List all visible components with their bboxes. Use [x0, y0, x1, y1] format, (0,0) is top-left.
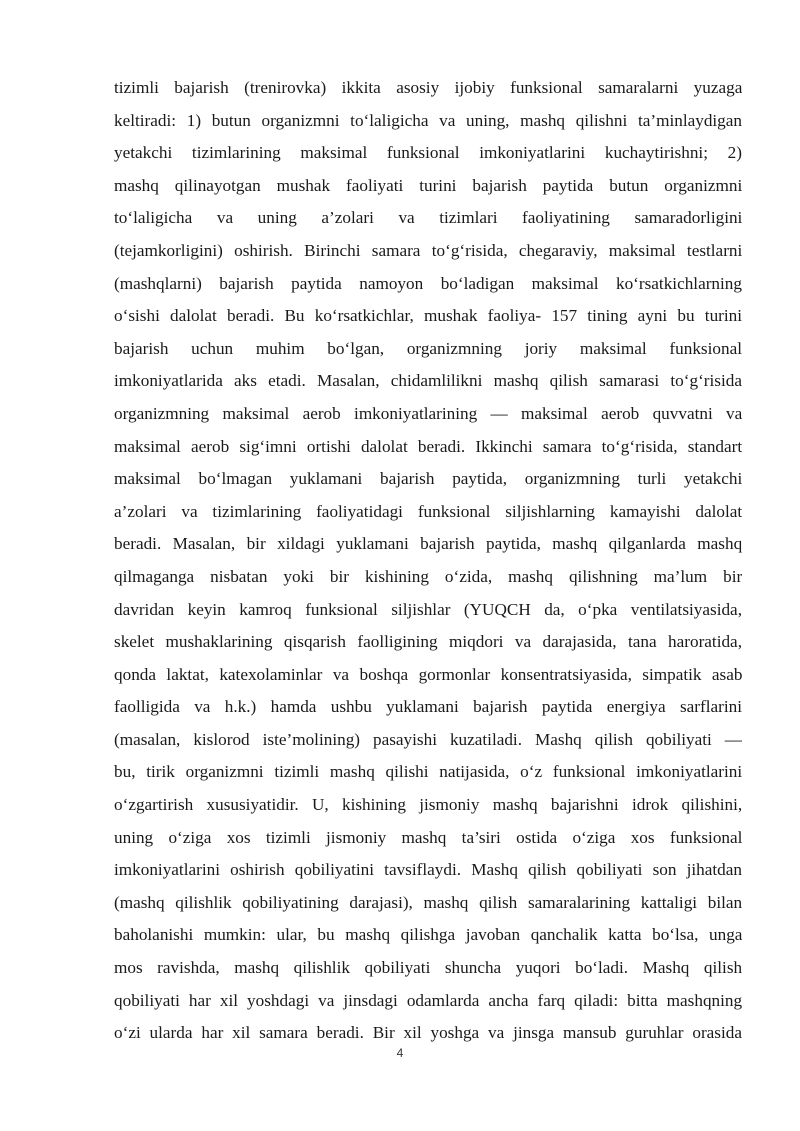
text-line: davridan keyin kamroq funksional siljishlar (YUQCH da, o‘pka ventilatsiyasida,	[114, 599, 742, 619]
body-paragraph	[114, 72, 742, 1050]
page-number: 4	[396, 1046, 404, 1060]
text-line: (mashqlarni) bajarish paytida namoyon bo‘ladigan maksimal ko‘rsatkichlarning	[114, 273, 742, 293]
text-line: o‘zi ularda har xil samara beradi. Bir xil yoshga va jinsga mansub guruhlar orasida	[114, 1023, 742, 1043]
text-line: uning o‘ziga xos tizimli jismoniy mashq ta’siri ostida o‘ziga xos funksional	[114, 827, 742, 847]
text-line: skelet mushaklarining qisqarish faolligining miqdori va darajasida, tana haroratida,	[114, 632, 742, 652]
text-line: keltiradi: 1) butun organizmni to‘laligicha va uning, mashq qilishni ta’minlaydigan	[114, 110, 742, 130]
text-line: qilmaganga nisbatan yoki bir kishining o‘zida, mashq qilishning ma’lum bir	[114, 566, 742, 586]
text-line: organizmning maksimal aerob imkoniyatlarining — maksimal aerob quvvatni va	[114, 403, 742, 423]
text-line: (masalan, kislorod iste’molining) pasayishi kuzatiladi. Mashq qilish qobiliyati —	[114, 729, 742, 749]
text-line: to‘laligicha va uning a’zolari va tizimlari faoliyatining samaradorligini	[114, 208, 742, 228]
text-line: o‘zgartirish xususiyatidir. U, kishining jismoniy mashq bajarishni idrok qilishini,	[114, 795, 742, 815]
text-line: yetakchi tizimlarining maksimal funksional imkoniyatlarini kuchaytirishni; 2)	[114, 143, 742, 163]
text-line: baholanishi mumkin: ular, bu mashq qilishga javoban qanchalik katta bo‘lsa, unga	[114, 925, 742, 945]
text-line: bu, tirik organizmni tizimli mashq qilishi natijasida, o‘z funksional imkoniyatlarini	[114, 762, 742, 782]
text-line: qonda laktat, katexolaminlar va boshqa gormonlar konsentratsiyasida, simpatik asab	[114, 664, 742, 684]
text-line: tizimli bajarish (trenirovka) ikkita asosiy ijobiy funksional samaralarni yuzaga	[114, 78, 742, 97]
text-line: mos ravishda, mashq qilishlik qobiliyati shuncha yuqori bo‘ladi. Mashq qilish	[114, 958, 742, 978]
text-line: (mashq qilishlik qobiliyatining darajasi), mashq qilish samaralarining kattaligi bilan	[114, 892, 742, 912]
text-line: mashq qilinayotgan mushak faoliyati turini bajarish paytida butun organizmni	[114, 175, 742, 195]
text-line: qobiliyati har xil yoshdagi va jinsdagi odamlarda ancha farq qiladi: bitta mashqning	[114, 990, 742, 1010]
text-line: a’zolari va tizimlarining faoliyatidagi funksional siljishlarning kamayishi dalolat	[114, 501, 742, 521]
text-line: bajarish uchun muhim bo‘lgan, organizmning joriy maksimal funksional	[114, 338, 742, 358]
text-line: (tejamkorligini) oshirish. Birinchi samara to‘g‘risida, chegaraviy, maksimal testlarni	[114, 240, 742, 260]
text-line: imkoniyatlarini oshirish qobiliyatini tavsiflaydi. Mashq qilish qobiliyati son jihatdan	[114, 860, 742, 880]
text-line: faolligida va h.k.) hamda ushbu yuklamani bajarish paytida energiya sarflarini	[114, 697, 742, 717]
text-line: beradi. Masalan, bir xildagi yuklamani bajarish paytida, mashq qilganlarda mashq	[114, 534, 742, 554]
text-line: maksimal bo‘lmagan yuklamani bajarish paytida, organizmning turli yetakchi	[114, 469, 742, 489]
text-line: o‘sishi dalolat beradi. Bu ko‘rsatkichlar, mushak faoliya- 157 tining ayni bu turini	[114, 306, 742, 326]
text-line: imkoniyatlarida aks etadi. Masalan, chidamlilikni mashq qilish samarasi to‘g‘risida	[114, 371, 742, 391]
text-line: maksimal aerob sig‘imni ortishi dalolat beradi. Ikkinchi samara to‘g‘risida, standart	[114, 436, 742, 456]
